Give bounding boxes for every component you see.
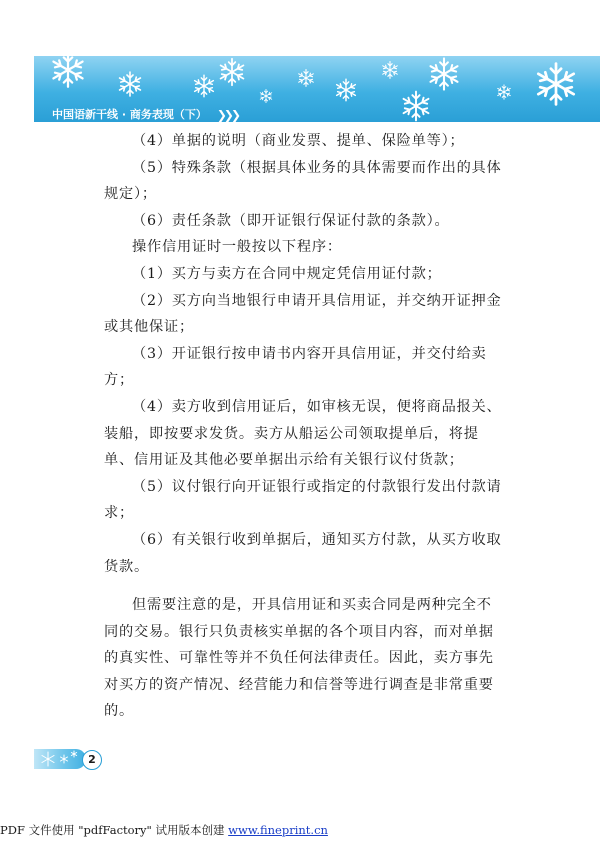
paragraph-doc-desc: （4）单据的说明（商业发票、提单、保险单等）； <box>132 133 465 149</box>
paragraph-liability-terms: （6）责任条款（即开证银行保证付款的条款）。 <box>132 212 450 229</box>
page-body <box>104 128 504 725</box>
paragraph-step-6: （6）有关银行收到单据后，通知买方付款，从买方收取货款。 <box>104 531 502 575</box>
page-number-bar <box>34 749 86 769</box>
paragraph-procedure-intro: 操作信用证时一般按以下程序： <box>132 239 342 256</box>
pdf-footer <box>0 822 600 842</box>
paragraph-step-3: （3）开证银行按申请书内容开具信用证，并交付给卖方； <box>104 345 487 389</box>
paragraph-step-2: （2）买方向当地银行申请开具信用证，并交纳开证押金或其他保证； <box>104 292 502 336</box>
footer-text: PDF 文件使用 "pdfFactory" 试用版本创建 <box>0 823 229 837</box>
footer-link[interactable]: www.fineprint.cn <box>228 823 328 837</box>
paragraph-special-terms: （5）特殊条款（根据具体业务的具体需要而作出的具体规定）； <box>104 159 502 203</box>
paragraph-step-4: （4）卖方收到信用证后，如审核无误，便将商品报关、装船，即按要求发货。卖方从船运公司领取提单后，将提单、信用证及其他必要单据出示给有关银行议付货款； <box>104 398 502 469</box>
snowflake-small-icon <box>34 749 86 769</box>
paragraph-note: 但需要注意的是，开具信用证和买卖合同是两种完全不同的交易。银行只负责核实单据的各个项目内容，而对单据的真实性、可靠性等并不负任何法律责任。因此，卖方事先对买方的资产情况、经营能力和信誉等进行调查是非常重要的。 <box>104 597 494 720</box>
running-header <box>52 106 238 124</box>
header-title: 中国语新干线 · 商务表现（下） <box>52 108 207 121</box>
page-number: 2 <box>82 750 102 770</box>
paragraph-step-1: （1）买方与卖方在合同中规定凭信用证付款； <box>132 265 442 282</box>
chevrons-icon: ❯❯❯ <box>216 108 239 122</box>
paragraph-step-5: （5）议付银行向开证银行或指定的付款银行发出付款请求； <box>104 478 502 522</box>
